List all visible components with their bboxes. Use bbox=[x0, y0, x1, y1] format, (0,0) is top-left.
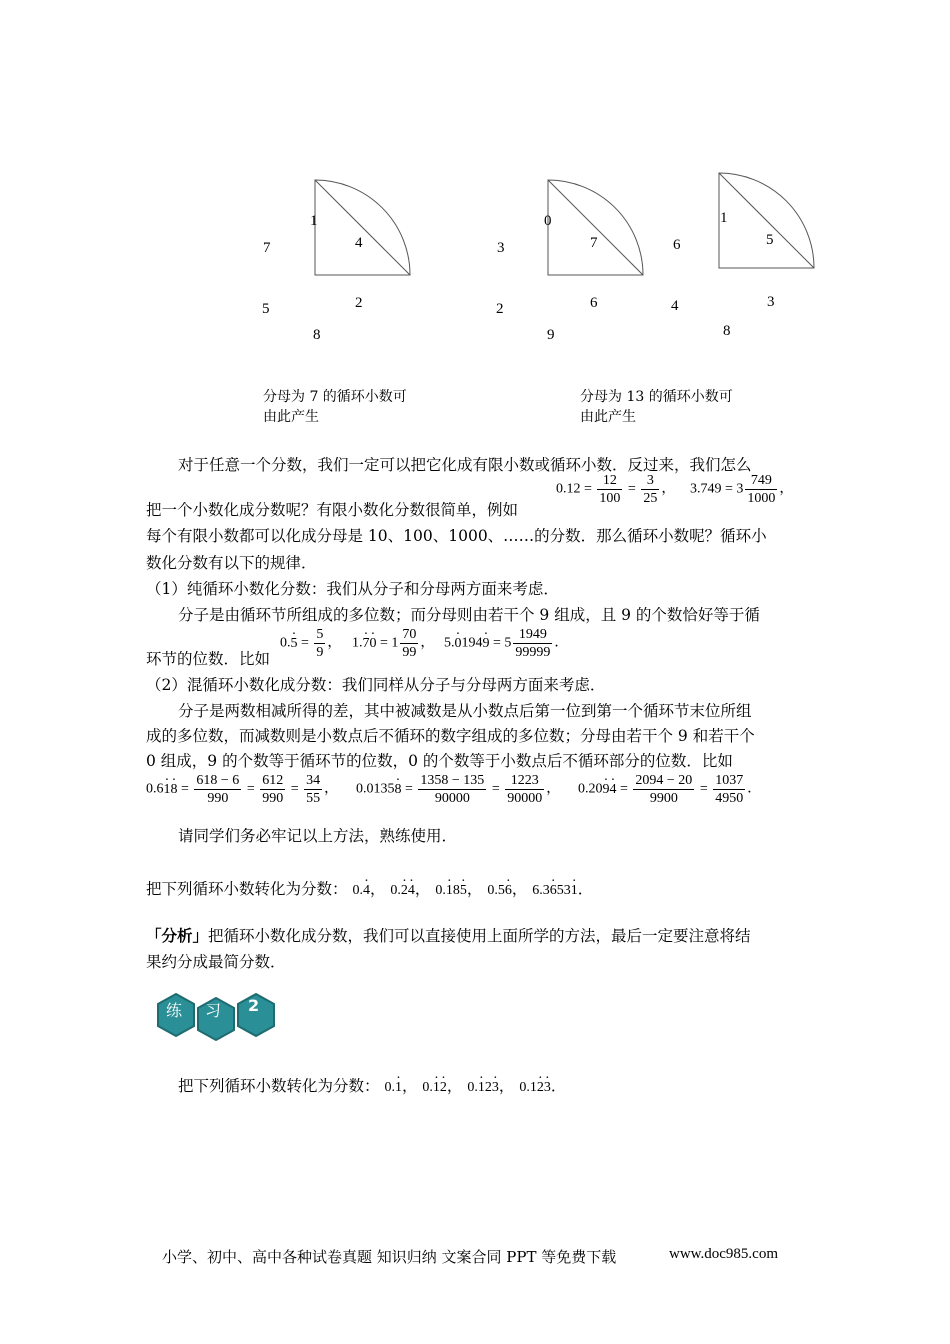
figure-denominator-13 bbox=[714, 168, 844, 278]
fig2-number: 3 bbox=[497, 240, 505, 256]
fig3-number: 1 bbox=[720, 210, 728, 226]
mixed-example-2: 0.01358 · = $\frac{1358 - 135}{90000}$ = $\frac{1223}{90000}$ ， bbox=[356, 772, 560, 807]
para1-line1: 对于任意一个分数，我们一定可以把它化成有限小数或循环小数．反过来，我们怎么 bbox=[178, 456, 752, 474]
fig1-number: 2 bbox=[355, 295, 363, 311]
figure-middle bbox=[543, 175, 673, 285]
pure-example-3: 5.0 ·1949 · = 5 $\frac{1949}{99999}$ ． bbox=[444, 626, 568, 661]
fig1-number: 5 bbox=[262, 301, 270, 317]
remember-line: 请同学们务必牢记以上方法，熟练使用． bbox=[178, 827, 458, 845]
badge-char: 练 bbox=[166, 1001, 183, 1020]
para1-line4: 数化分数有以下的规律． bbox=[146, 554, 317, 572]
figure-caption-right bbox=[580, 387, 733, 427]
finite-decimal-example-2: 3.749 = 3 $\frac{749}{1000}$ ， bbox=[690, 473, 794, 506]
analysis-line2: 果约分成最简分数． bbox=[146, 953, 286, 971]
figure-caption-left bbox=[263, 387, 407, 427]
example-item: 0.4 · bbox=[352, 883, 370, 898]
example-item: 6.36 ·531 · bbox=[532, 883, 578, 898]
rule1-desc1: 分子是由循环节所组成的多位数；而分母则由若干个 9 组成，且 9 的个数恰好等于循 bbox=[178, 606, 760, 624]
rule2-title: （2）混循环小数化成分数：我们同样从分子与分母两方面来考虑． bbox=[146, 676, 606, 694]
fig3-number: 4 bbox=[671, 298, 679, 314]
practice-item: 0.12 ·3 · bbox=[519, 1080, 551, 1095]
practice-prompt: 把下列循环小数转化为分数： 0.1 ·， 0.1 ·2 ·， 0.1 ·23 ·， 0.12 ·3 ·． bbox=[178, 1074, 566, 1096]
example-prompt: 把下列循环小数转化为分数： 0.4 ·， 0.2 ·4 ·， 0.1 ·85 ·， 0.56 ·， 6.36 ·531 ·． bbox=[146, 877, 593, 899]
pure-example-2: 1.7 ·0 · = 1 $\frac{70}{99}$ ， bbox=[352, 626, 434, 661]
fig1-number: 8 bbox=[313, 327, 321, 343]
caption-line: 由此产生 bbox=[263, 409, 319, 425]
mixed-example-3: 0.209 ·4 · = $\frac{2094 - 20}{9900}$ = $\frac{1037}{4950}$ ． bbox=[578, 772, 761, 807]
practice-item: 0.1 ·23 · bbox=[467, 1080, 499, 1095]
fig3-number: 3 bbox=[767, 294, 775, 310]
analysis-label: 「分析」 bbox=[146, 926, 209, 945]
fig1-number: 4 bbox=[355, 235, 363, 251]
rule2-desc3: 0 组成，9 的个数等于循环节的位数，0 的个数等于小数点后不循环部分的位数．比如 bbox=[146, 752, 733, 770]
fig3-number: 6 bbox=[673, 237, 681, 253]
caption-line: 由此产生 bbox=[580, 409, 636, 425]
rule1-desc2: 环节的位数．比如 bbox=[146, 650, 271, 668]
caption-line: 分母为 7 的循环小数可 bbox=[263, 389, 407, 405]
footer-text: 小学、初中、高中各种试卷真题 知识归纳 文案合同 PPT 等免费下载 bbox=[162, 1248, 617, 1266]
practice-item: 0.1 · bbox=[384, 1080, 402, 1095]
rule1-title: （1）纯循环小数化分数：我们从分子和分母两方面来考虑． bbox=[146, 580, 559, 598]
fig2-number: 0 bbox=[544, 213, 552, 229]
rule2-desc2: 成的多位数，而减数则是小数点后不循环的数字组成的多位数；分母由若干个 9 和若干个 bbox=[146, 727, 755, 745]
example-item: 0.56 · bbox=[487, 883, 512, 898]
practice-item: 0.1 ·2 · bbox=[422, 1080, 447, 1095]
fig3-number: 8 bbox=[723, 323, 731, 339]
figure-denominator-7 bbox=[310, 175, 440, 285]
fig2-number: 2 bbox=[496, 301, 504, 317]
footer-url[interactable]: www.doc985.com bbox=[669, 1246, 779, 1262]
mixed-example-1: 0.61 ·8 · = $\frac{618 - 6}{990}$ = $\frac{612}{990}$ = $\frac{34}{55}$ ， bbox=[146, 772, 338, 807]
fig2-number: 7 bbox=[590, 235, 598, 251]
example-item: 0.2 ·4 · bbox=[390, 883, 415, 898]
fig1-number: 7 bbox=[263, 240, 271, 256]
fig3-number: 5 bbox=[766, 232, 774, 248]
analysis-line1: 「分析」把循环小数化成分数，我们可以直接使用上面所学的方法，最后一定要注意将结 bbox=[146, 926, 751, 945]
rule2-desc1: 分子是两数相减所得的差，其中被减数是从小数点后第一位到第一个循环节末位所组 bbox=[178, 702, 752, 720]
badge-char: 2 bbox=[248, 996, 260, 1015]
fig1-number: 1 bbox=[310, 213, 318, 229]
fig2-number: 9 bbox=[547, 327, 555, 343]
para1-line2: 把一个小数化成分数呢？有限小数化分数很简单，例如 bbox=[146, 501, 519, 519]
badge-char: 习 bbox=[205, 1001, 222, 1020]
fig2-number: 6 bbox=[590, 295, 598, 311]
caption-line: 分母为 13 的循环小数可 bbox=[580, 389, 733, 405]
finite-decimal-example-1: 0.12 = $\frac{12}{100}$ = $\frac{3}{25}$ ， bbox=[556, 473, 676, 506]
para1-line3: 每个有限小数都可以化成分母是 10、100、1000、……的分数．那么循环小数呢？循环小 bbox=[146, 527, 767, 545]
pure-example-1: 0.5 · = $\frac{5}{9}$ ， bbox=[280, 626, 341, 661]
example-item: 0.1 ·85 · bbox=[435, 883, 467, 898]
